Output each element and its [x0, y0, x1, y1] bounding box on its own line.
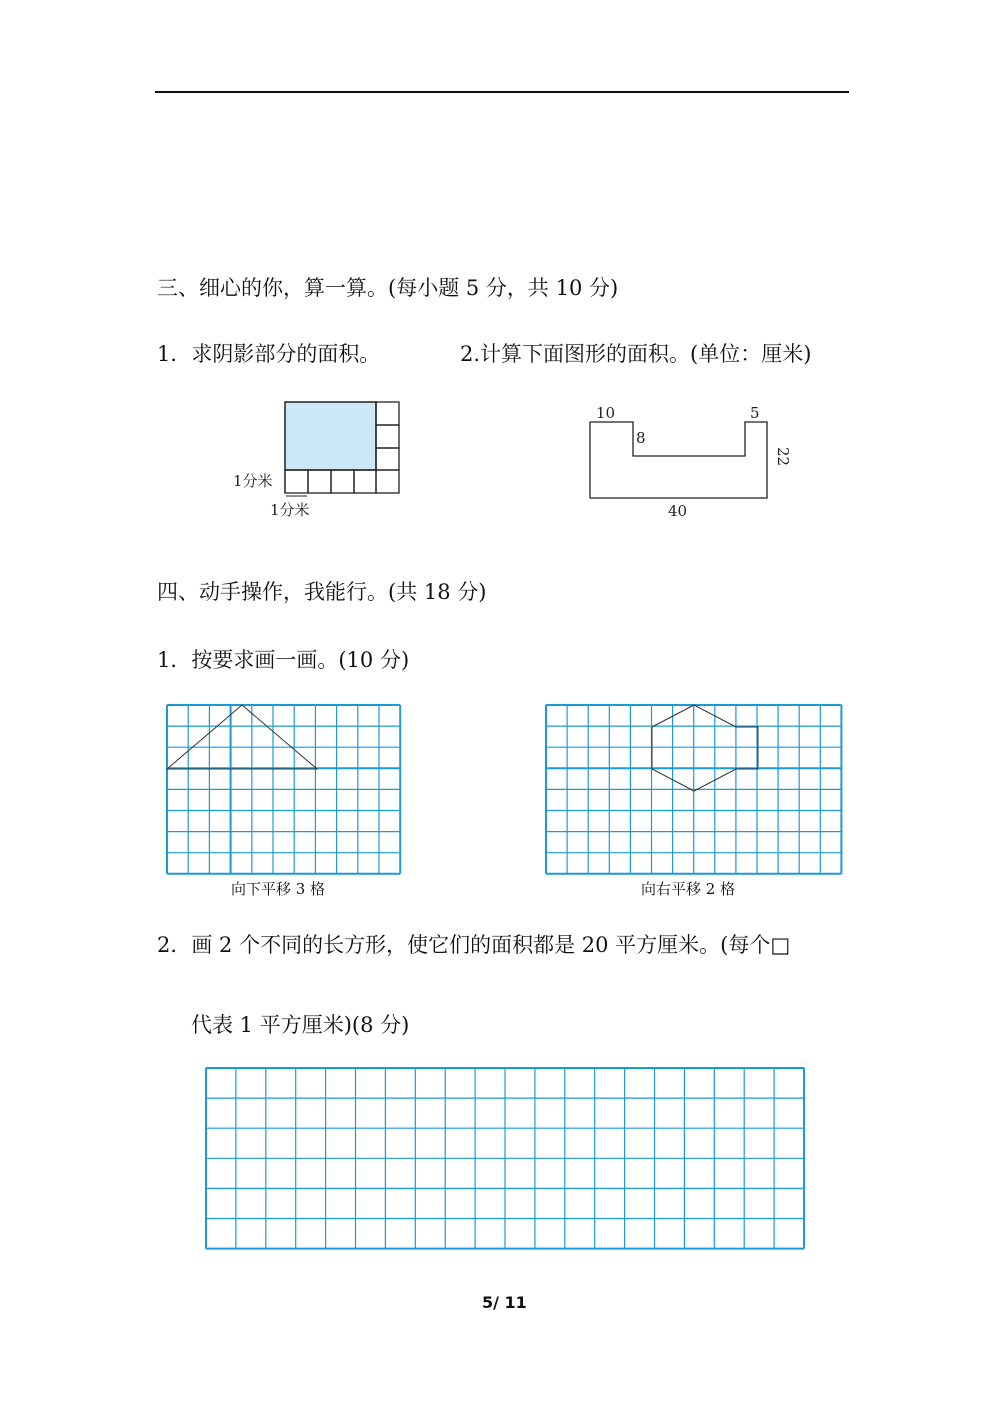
label-1dm-left: 1分米: [233, 472, 273, 490]
dim-right: 22: [774, 447, 792, 467]
question-shaded-area: 1．求阴影部分的面积。: [157, 342, 381, 366]
question-figure-area: 2.计算下面图形的面积。(单位：厘米): [460, 342, 812, 366]
caption-translate-right: 向右平移 2 格: [641, 880, 736, 898]
grid-translate-right: [546, 705, 842, 874]
dim-top-right: 5: [750, 404, 760, 422]
label-1dm-bottom: 1分米: [270, 501, 310, 519]
u-shape-outline: [590, 422, 767, 498]
section4-heading: 四、动手操作，我能行。(共 18 分): [157, 580, 487, 604]
question-draw: 1．按要求画一画。(10 分): [157, 648, 410, 672]
caption-translate-down: 向下平移 3 格: [231, 880, 326, 898]
question-rectangles-line1: 2．画 2 个不同的长方形，使它们的面积都是 20 平方厘米。(每个□: [157, 933, 791, 957]
question-rectangles-line2: 代表 1 平方厘米)(8 分): [191, 1013, 410, 1037]
dim-bottom: 40: [668, 502, 688, 520]
section3-heading: 三、细心的你，算一算。(每小题 5 分，共 10 分): [157, 276, 619, 300]
grid-draw-rectangles[interactable]: [206, 1068, 804, 1249]
dim-top-left: 10: [596, 404, 616, 422]
grid-translate-down: [167, 705, 400, 874]
dim-notch: 8: [636, 429, 646, 447]
hexagon-shape: [652, 705, 758, 791]
page-number: 5/ 11: [482, 1293, 527, 1312]
